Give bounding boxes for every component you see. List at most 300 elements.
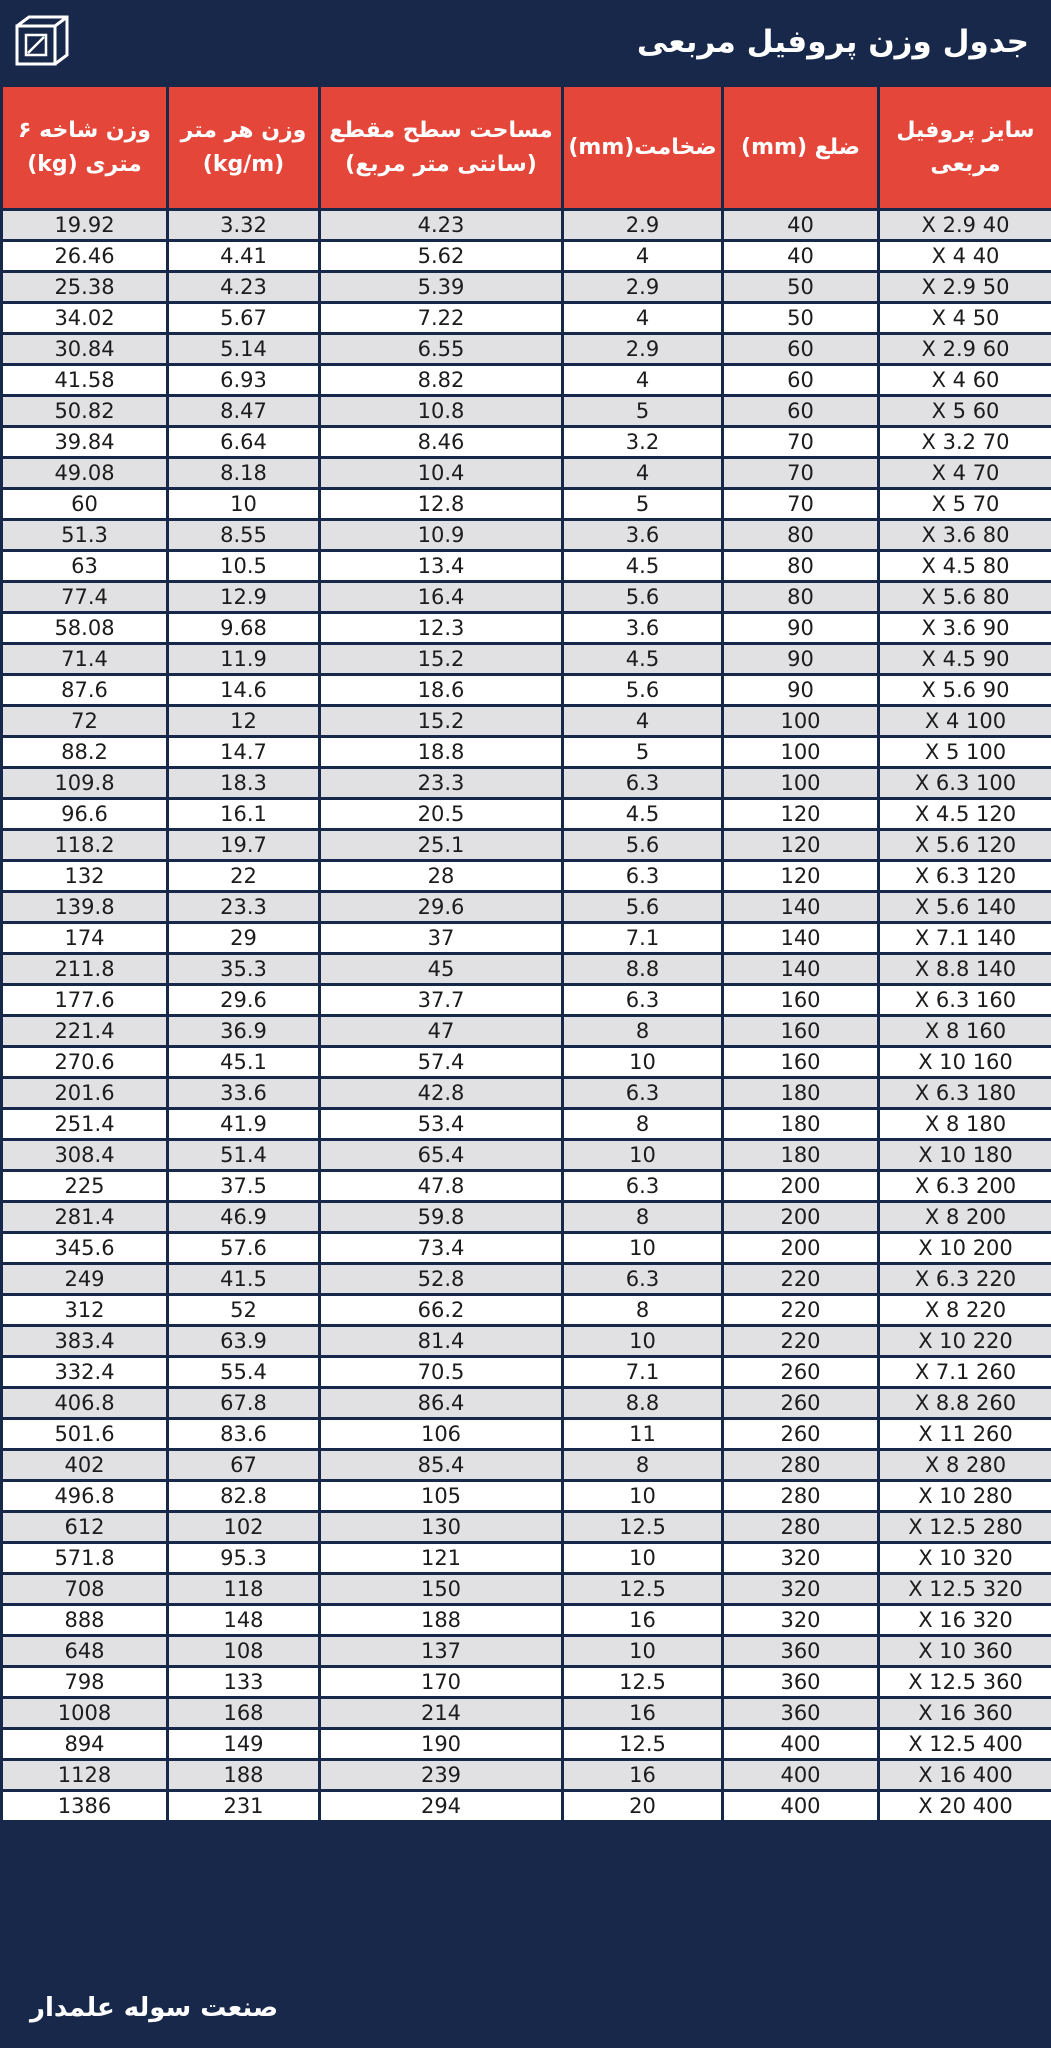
cell-side: 320 <box>723 1574 879 1605</box>
cell-weight-per-meter: 8.55 <box>168 520 320 551</box>
square-profile-weight-table <box>0 84 1051 1823</box>
cell-weight-per-meter: 3.32 <box>168 210 320 241</box>
cell-area: 65.4 <box>320 1140 563 1171</box>
table-row <box>2 799 1051 830</box>
cell-weight-per-6m: 63 <box>2 551 168 582</box>
cell-area: 239 <box>320 1760 563 1791</box>
page-header <box>0 0 1051 84</box>
cell-weight-per-6m: 402 <box>2 1450 168 1481</box>
cell-area: 73.4 <box>320 1233 563 1264</box>
cell-weight-per-6m: 72 <box>2 706 168 737</box>
cell-thickness: 16 <box>563 1605 723 1636</box>
cell-thickness: 8 <box>563 1109 723 1140</box>
cell-thickness: 4.5 <box>563 644 723 675</box>
table-row <box>2 458 1051 489</box>
cell-size: 140 X 5.6 <box>879 892 1051 923</box>
cell-size: 260 X 11 <box>879 1419 1051 1450</box>
cell-weight-per-meter: 5.67 <box>168 303 320 334</box>
cell-weight-per-meter: 14.7 <box>168 737 320 768</box>
cell-size: 70 X 3.2 <box>879 427 1051 458</box>
cell-side: 260 <box>723 1357 879 1388</box>
table-row <box>2 613 1051 644</box>
cell-size: 60 X 2.9 <box>879 334 1051 365</box>
cell-size: 120 X 4.5 <box>879 799 1051 830</box>
cell-area: 81.4 <box>320 1326 563 1357</box>
cell-size: 50 X 4 <box>879 303 1051 334</box>
table-row <box>2 892 1051 923</box>
cell-thickness: 7.1 <box>563 1357 723 1388</box>
cell-thickness: 4 <box>563 303 723 334</box>
cell-area: 70.5 <box>320 1357 563 1388</box>
cell-weight-per-meter: 63.9 <box>168 1326 320 1357</box>
cell-weight-per-meter: 231 <box>168 1791 320 1822</box>
table-row <box>2 1636 1051 1667</box>
cell-weight-per-6m: 648 <box>2 1636 168 1667</box>
table-row <box>2 1419 1051 1450</box>
table-row <box>2 1667 1051 1698</box>
cell-weight-per-6m: 888 <box>2 1605 168 1636</box>
cell-weight-per-6m: 332.4 <box>2 1357 168 1388</box>
column-header-side: ضلع (mm) <box>723 86 879 210</box>
cell-weight-per-6m: 270.6 <box>2 1047 168 1078</box>
cell-size: 120 X 6.3 <box>879 861 1051 892</box>
cell-size: 60 X 4 <box>879 365 1051 396</box>
cell-side: 100 <box>723 737 879 768</box>
cell-weight-per-6m: 221.4 <box>2 1016 168 1047</box>
cell-side: 50 <box>723 272 879 303</box>
cell-weight-per-meter: 118 <box>168 1574 320 1605</box>
cell-thickness: 8 <box>563 1450 723 1481</box>
cell-weight-per-meter: 4.23 <box>168 272 320 303</box>
table-row <box>2 1729 1051 1760</box>
table-row <box>2 1171 1051 1202</box>
cell-weight-per-6m: 118.2 <box>2 830 168 861</box>
cell-size: 70 X 4 <box>879 458 1051 489</box>
cell-area: 170 <box>320 1667 563 1698</box>
cell-weight-per-6m: 88.2 <box>2 737 168 768</box>
cell-weight-per-6m: 132 <box>2 861 168 892</box>
table-row <box>2 1109 1051 1140</box>
cell-weight-per-meter: 35.3 <box>168 954 320 985</box>
cell-weight-per-6m: 1128 <box>2 1760 168 1791</box>
cell-thickness: 10 <box>563 1047 723 1078</box>
cell-weight-per-meter: 45.1 <box>168 1047 320 1078</box>
cell-side: 280 <box>723 1481 879 1512</box>
cell-size: 360 X 16 <box>879 1698 1051 1729</box>
page-footer <box>0 1970 1051 2048</box>
table-row <box>2 1450 1051 1481</box>
cell-weight-per-meter: 12 <box>168 706 320 737</box>
table-row <box>2 334 1051 365</box>
cell-weight-per-meter: 149 <box>168 1729 320 1760</box>
table-row <box>2 303 1051 334</box>
cell-weight-per-meter: 14.6 <box>168 675 320 706</box>
cell-area: 18.8 <box>320 737 563 768</box>
cell-size: 40 X 4 <box>879 241 1051 272</box>
cell-weight-per-6m: 19.92 <box>2 210 168 241</box>
cell-thickness: 20 <box>563 1791 723 1822</box>
column-header-thickness: ضخامت(mm) <box>563 86 723 210</box>
cell-thickness: 4.5 <box>563 799 723 830</box>
cell-size: 200 X 10 <box>879 1233 1051 1264</box>
cell-weight-per-6m: 496.8 <box>2 1481 168 1512</box>
column-header-size: سایز پروفیل مربعی <box>879 86 1051 210</box>
cell-size: 80 X 4.5 <box>879 551 1051 582</box>
cell-size: 160 X 10 <box>879 1047 1051 1078</box>
table-row <box>2 1388 1051 1419</box>
cell-side: 200 <box>723 1233 879 1264</box>
cell-weight-per-meter: 19.7 <box>168 830 320 861</box>
cell-thickness: 16 <box>563 1760 723 1791</box>
cell-thickness: 5.6 <box>563 892 723 923</box>
cell-weight-per-6m: 50.82 <box>2 396 168 427</box>
cell-weight-per-6m: 39.84 <box>2 427 168 458</box>
cell-side: 80 <box>723 582 879 613</box>
cell-thickness: 5 <box>563 489 723 520</box>
table-row <box>2 706 1051 737</box>
cell-side: 180 <box>723 1140 879 1171</box>
cell-size: 120 X 5.6 <box>879 830 1051 861</box>
cell-weight-per-6m: 109.8 <box>2 768 168 799</box>
cell-weight-per-meter: 11.9 <box>168 644 320 675</box>
cell-side: 60 <box>723 396 879 427</box>
cell-side: 160 <box>723 1047 879 1078</box>
table-row <box>2 1016 1051 1047</box>
cell-size: 400 X 16 <box>879 1760 1051 1791</box>
cell-size: 100 X 6.3 <box>879 768 1051 799</box>
cell-weight-per-6m: 25.38 <box>2 272 168 303</box>
cell-side: 90 <box>723 675 879 706</box>
cell-area: 85.4 <box>320 1450 563 1481</box>
column-header-weight-per-meter: وزن هر متر (kg/m) <box>168 86 320 210</box>
cell-weight-per-meter: 8.47 <box>168 396 320 427</box>
cell-weight-per-meter: 102 <box>168 1512 320 1543</box>
cell-side: 400 <box>723 1791 879 1822</box>
cell-side: 140 <box>723 892 879 923</box>
cell-thickness: 6.3 <box>563 1171 723 1202</box>
cell-side: 160 <box>723 1016 879 1047</box>
table-row <box>2 241 1051 272</box>
cell-thickness: 6.3 <box>563 985 723 1016</box>
cell-weight-per-6m: 798 <box>2 1667 168 1698</box>
cell-thickness: 7.1 <box>563 923 723 954</box>
cell-side: 120 <box>723 799 879 830</box>
cell-thickness: 6.3 <box>563 768 723 799</box>
cell-weight-per-6m: 571.8 <box>2 1543 168 1574</box>
cell-area: 6.55 <box>320 334 563 365</box>
table-row <box>2 210 1051 241</box>
cell-side: 400 <box>723 1760 879 1791</box>
cell-thickness: 16 <box>563 1698 723 1729</box>
cell-side: 360 <box>723 1698 879 1729</box>
table-row <box>2 1543 1051 1574</box>
cell-size: 260 X 7.1 <box>879 1357 1051 1388</box>
cell-size: 220 X 8 <box>879 1295 1051 1326</box>
cell-area: 47.8 <box>320 1171 563 1202</box>
cell-size: 280 X 8 <box>879 1450 1051 1481</box>
table-row <box>2 675 1051 706</box>
cell-side: 220 <box>723 1295 879 1326</box>
table-row <box>2 1295 1051 1326</box>
cell-weight-per-meter: 4.41 <box>168 241 320 272</box>
cell-area: 59.8 <box>320 1202 563 1233</box>
cell-size: 400 X 12.5 <box>879 1729 1051 1760</box>
cell-area: 57.4 <box>320 1047 563 1078</box>
cell-weight-per-meter: 6.64 <box>168 427 320 458</box>
cell-weight-per-meter: 148 <box>168 1605 320 1636</box>
cell-area: 15.2 <box>320 644 563 675</box>
cell-size: 320 X 10 <box>879 1543 1051 1574</box>
cell-area: 4.23 <box>320 210 563 241</box>
cell-area: 130 <box>320 1512 563 1543</box>
cell-area: 137 <box>320 1636 563 1667</box>
cell-size: 180 X 6.3 <box>879 1078 1051 1109</box>
cell-weight-per-meter: 82.8 <box>168 1481 320 1512</box>
cell-size: 60 X 5 <box>879 396 1051 427</box>
cell-side: 220 <box>723 1264 879 1295</box>
cell-weight-per-meter: 41.5 <box>168 1264 320 1295</box>
cell-thickness: 4 <box>563 365 723 396</box>
cell-side: 140 <box>723 954 879 985</box>
cell-side: 360 <box>723 1636 879 1667</box>
box-logo-icon <box>14 14 70 68</box>
table-row <box>2 1233 1051 1264</box>
cell-size: 90 X 3.6 <box>879 613 1051 644</box>
cell-thickness: 10 <box>563 1636 723 1667</box>
cell-weight-per-6m: 51.3 <box>2 520 168 551</box>
cell-thickness: 3.2 <box>563 427 723 458</box>
cell-weight-per-meter: 95.3 <box>168 1543 320 1574</box>
cell-area: 5.39 <box>320 272 563 303</box>
cell-size: 200 X 8 <box>879 1202 1051 1233</box>
cell-area: 214 <box>320 1698 563 1729</box>
cell-weight-per-6m: 60 <box>2 489 168 520</box>
cell-size: 140 X 8.8 <box>879 954 1051 985</box>
table-row <box>2 644 1051 675</box>
cell-weight-per-meter: 37.5 <box>168 1171 320 1202</box>
cell-side: 320 <box>723 1605 879 1636</box>
cell-thickness: 4.5 <box>563 551 723 582</box>
cell-area: 25.1 <box>320 830 563 861</box>
cell-thickness: 4 <box>563 458 723 489</box>
cell-side: 260 <box>723 1388 879 1419</box>
cell-weight-per-6m: 87.6 <box>2 675 168 706</box>
table-row <box>2 1047 1051 1078</box>
cell-weight-per-meter: 6.93 <box>168 365 320 396</box>
cell-thickness: 10 <box>563 1481 723 1512</box>
cell-size: 200 X 6.3 <box>879 1171 1051 1202</box>
cell-size: 260 X 8.8 <box>879 1388 1051 1419</box>
cell-thickness: 3.6 <box>563 613 723 644</box>
table-row <box>2 861 1051 892</box>
cell-thickness: 12.5 <box>563 1667 723 1698</box>
cell-thickness: 10 <box>563 1140 723 1171</box>
cell-weight-per-6m: 201.6 <box>2 1078 168 1109</box>
cell-size: 90 X 5.6 <box>879 675 1051 706</box>
cell-area: 7.22 <box>320 303 563 334</box>
cell-area: 8.82 <box>320 365 563 396</box>
cell-side: 90 <box>723 644 879 675</box>
cell-thickness: 2.9 <box>563 334 723 365</box>
cell-thickness: 12.5 <box>563 1729 723 1760</box>
cell-size: 80 X 3.6 <box>879 520 1051 551</box>
cell-size: 320 X 16 <box>879 1605 1051 1636</box>
table-row <box>2 1357 1051 1388</box>
cell-thickness: 8.8 <box>563 954 723 985</box>
cell-weight-per-meter: 41.9 <box>168 1109 320 1140</box>
cell-thickness: 11 <box>563 1419 723 1450</box>
cell-area: 190 <box>320 1729 563 1760</box>
cell-side: 160 <box>723 985 879 1016</box>
cell-weight-per-6m: 211.8 <box>2 954 168 985</box>
cell-thickness: 5.6 <box>563 675 723 706</box>
cell-weight-per-6m: 251.4 <box>2 1109 168 1140</box>
cell-side: 120 <box>723 830 879 861</box>
cell-weight-per-6m: 34.02 <box>2 303 168 334</box>
table-row <box>2 1574 1051 1605</box>
cell-area: 10.9 <box>320 520 563 551</box>
cell-weight-per-meter: 133 <box>168 1667 320 1698</box>
cell-side: 320 <box>723 1543 879 1574</box>
cell-weight-per-6m: 49.08 <box>2 458 168 489</box>
table-row <box>2 1698 1051 1729</box>
cell-area: 42.8 <box>320 1078 563 1109</box>
cell-weight-per-meter: 57.6 <box>168 1233 320 1264</box>
cell-weight-per-6m: 26.46 <box>2 241 168 272</box>
cell-thickness: 12.5 <box>563 1574 723 1605</box>
cell-size: 180 X 8 <box>879 1109 1051 1140</box>
cell-side: 400 <box>723 1729 879 1760</box>
cell-weight-per-6m: 30.84 <box>2 334 168 365</box>
table-row <box>2 1326 1051 1357</box>
table-row <box>2 985 1051 1016</box>
cell-area: 12.3 <box>320 613 563 644</box>
cell-weight-per-6m: 96.6 <box>2 799 168 830</box>
cell-thickness: 3.6 <box>563 520 723 551</box>
cell-area: 15.2 <box>320 706 563 737</box>
cell-side: 280 <box>723 1450 879 1481</box>
cell-thickness: 10 <box>563 1233 723 1264</box>
cell-weight-per-6m: 71.4 <box>2 644 168 675</box>
cell-weight-per-meter: 5.14 <box>168 334 320 365</box>
footer-brand: صنعت سوله علمدار <box>30 1993 279 2023</box>
table-row <box>2 1264 1051 1295</box>
cell-side: 90 <box>723 613 879 644</box>
cell-weight-per-6m: 225 <box>2 1171 168 1202</box>
cell-size: 220 X 10 <box>879 1326 1051 1357</box>
cell-area: 29.6 <box>320 892 563 923</box>
cell-weight-per-6m: 612 <box>2 1512 168 1543</box>
cell-weight-per-6m: 139.8 <box>2 892 168 923</box>
table-row <box>2 1140 1051 1171</box>
cell-size: 160 X 8 <box>879 1016 1051 1047</box>
cell-size: 90 X 4.5 <box>879 644 1051 675</box>
cell-side: 70 <box>723 458 879 489</box>
table-row <box>2 551 1051 582</box>
cell-thickness: 12.5 <box>563 1512 723 1543</box>
table-row <box>2 1791 1051 1822</box>
cell-size: 160 X 6.3 <box>879 985 1051 1016</box>
cell-side: 140 <box>723 923 879 954</box>
column-header-weight-per-6m: وزن شاخه ۶ متری (kg) <box>2 86 168 210</box>
table-row <box>2 582 1051 613</box>
cell-weight-per-6m: 281.4 <box>2 1202 168 1233</box>
cell-side: 360 <box>723 1667 879 1698</box>
cell-thickness: 6.3 <box>563 1264 723 1295</box>
cell-size: 320 X 12.5 <box>879 1574 1051 1605</box>
cell-thickness: 5.6 <box>563 830 723 861</box>
cell-size: 40 X 2.9 <box>879 210 1051 241</box>
table-row <box>2 954 1051 985</box>
cell-weight-per-6m: 249 <box>2 1264 168 1295</box>
cell-size: 100 X 5 <box>879 737 1051 768</box>
table-header-row <box>2 86 1051 210</box>
cell-area: 66.2 <box>320 1295 563 1326</box>
cell-side: 80 <box>723 520 879 551</box>
cell-size: 280 X 12.5 <box>879 1512 1051 1543</box>
cell-area: 53.4 <box>320 1109 563 1140</box>
cell-thickness: 8 <box>563 1016 723 1047</box>
cell-thickness: 8.8 <box>563 1388 723 1419</box>
cell-side: 40 <box>723 210 879 241</box>
cell-weight-per-meter: 12.9 <box>168 582 320 613</box>
cell-weight-per-meter: 29.6 <box>168 985 320 1016</box>
cell-weight-per-meter: 46.9 <box>168 1202 320 1233</box>
cell-weight-per-6m: 177.6 <box>2 985 168 1016</box>
cell-side: 50 <box>723 303 879 334</box>
cell-weight-per-6m: 1008 <box>2 1698 168 1729</box>
cell-weight-per-meter: 8.18 <box>168 458 320 489</box>
cell-area: 20.5 <box>320 799 563 830</box>
cell-area: 5.62 <box>320 241 563 272</box>
cell-side: 60 <box>723 334 879 365</box>
cell-weight-per-6m: 406.8 <box>2 1388 168 1419</box>
table-row <box>2 1605 1051 1636</box>
cell-side: 200 <box>723 1171 879 1202</box>
table-row <box>2 272 1051 303</box>
cell-area: 28 <box>320 861 563 892</box>
cell-weight-per-meter: 33.6 <box>168 1078 320 1109</box>
cell-area: 121 <box>320 1543 563 1574</box>
cell-weight-per-meter: 22 <box>168 861 320 892</box>
cell-size: 220 X 6.3 <box>879 1264 1051 1295</box>
table-row <box>2 923 1051 954</box>
table-row <box>2 427 1051 458</box>
cell-area: 8.46 <box>320 427 563 458</box>
cell-size: 140 X 7.1 <box>879 923 1051 954</box>
cell-weight-per-meter: 83.6 <box>168 1419 320 1450</box>
cell-side: 70 <box>723 489 879 520</box>
cell-weight-per-6m: 501.6 <box>2 1419 168 1450</box>
cell-area: 188 <box>320 1605 563 1636</box>
cell-thickness: 5.6 <box>563 582 723 613</box>
cell-weight-per-meter: 67 <box>168 1450 320 1481</box>
cell-thickness: 10 <box>563 1543 723 1574</box>
cell-area: 294 <box>320 1791 563 1822</box>
cell-area: 37.7 <box>320 985 563 1016</box>
cell-size: 50 X 2.9 <box>879 272 1051 303</box>
table-row <box>2 737 1051 768</box>
cell-thickness: 6.3 <box>563 1078 723 1109</box>
cell-weight-per-meter: 168 <box>168 1698 320 1729</box>
cell-side: 60 <box>723 365 879 396</box>
cell-thickness: 2.9 <box>563 272 723 303</box>
cell-weight-per-6m: 708 <box>2 1574 168 1605</box>
cell-area: 18.6 <box>320 675 563 706</box>
cell-weight-per-meter: 67.8 <box>168 1388 320 1419</box>
cell-weight-per-meter: 18.3 <box>168 768 320 799</box>
cell-area: 23.3 <box>320 768 563 799</box>
